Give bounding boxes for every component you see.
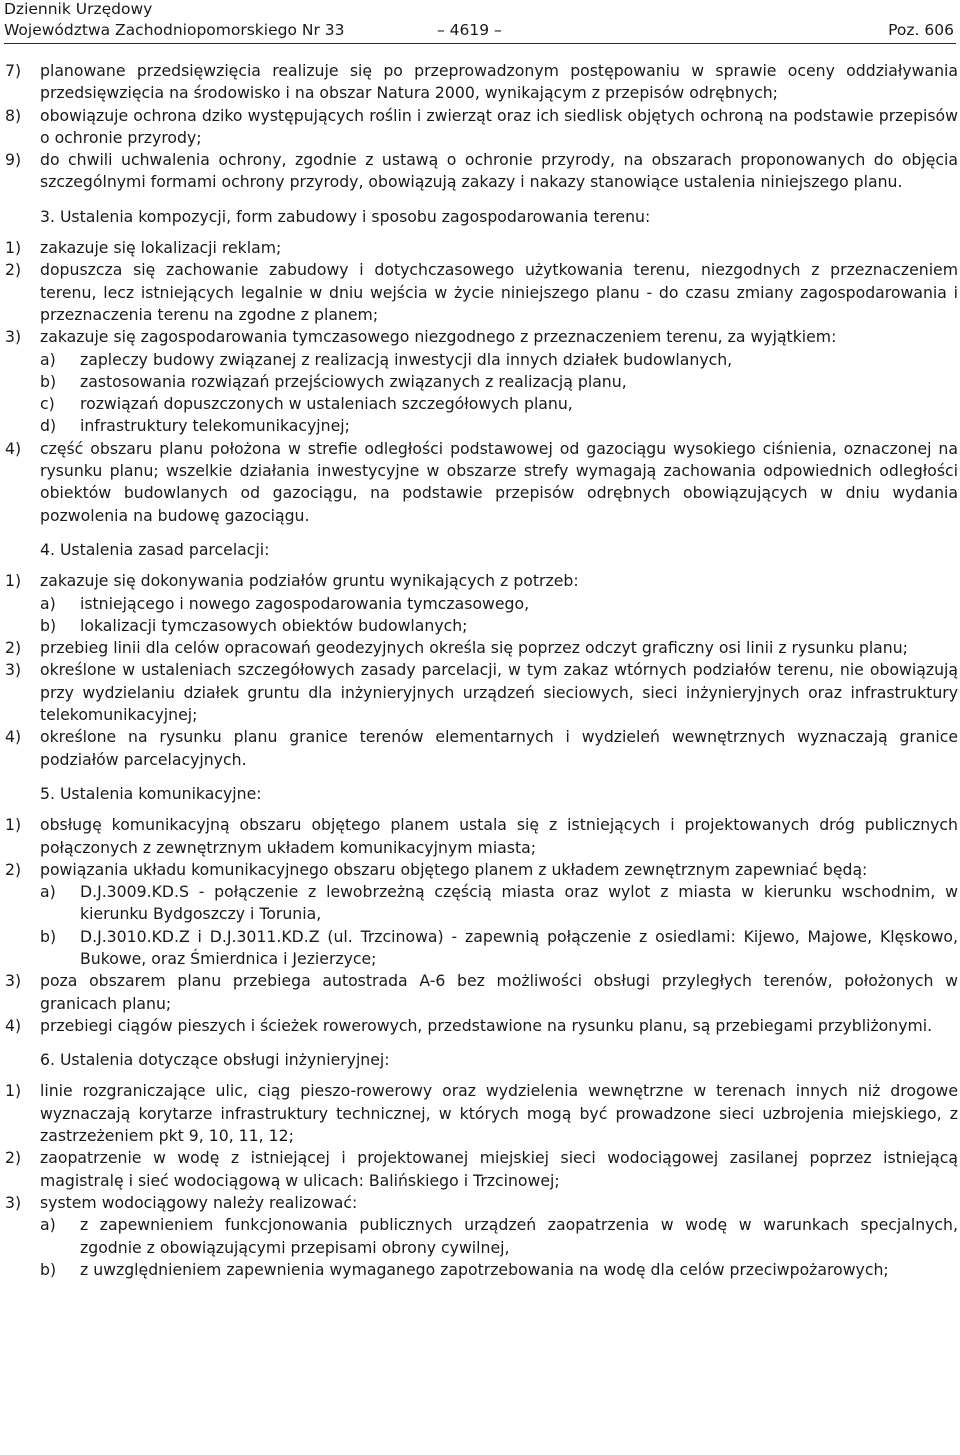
sub-item-letter: b) xyxy=(40,371,57,391)
header-rule xyxy=(4,43,956,44)
item-number: 3) xyxy=(5,971,22,991)
list-top xyxy=(0,60,958,194)
sub-item-letter: c) xyxy=(40,394,55,414)
sub-item xyxy=(0,1214,958,1259)
item-text: linie rozgraniczające ulic, ciąg pieszo-rowerowy oraz wydzielenia wewnętrzne w terenach innych niż drogowe wyznaczają korytarze infrastruktury technicznej, w których mogą być prowadzone sieci uzbrojenia miejskiego, z zastrzeżeniem pkt 9, 10, 11, 12; xyxy=(40,1081,958,1146)
journal-issue: Województwa Zachodniopomorskiego Nr 33 xyxy=(4,21,345,39)
item-text: przebiegi ciągów pieszych i ścieżek rowerowych, przedstawione na rysunku planu, są przebiegami przybliżonymi. xyxy=(40,1015,933,1035)
item-text: przebieg linii dla celów opracowań geodezyjnych określa się poprzez odczyt graficzny osi linii z rysunku planu; xyxy=(40,638,908,658)
item-number: 2) xyxy=(5,1148,22,1168)
sub-item-letter: a) xyxy=(40,349,56,369)
item-text: obsługę komunikacyjną obszaru objętego planem ustala się z istniejących i projektowanych dróg publicznych połączonych z zewnętrznym układem komunikacyjnym miasta; xyxy=(40,815,958,857)
list-item xyxy=(0,259,958,326)
item-number: 7) xyxy=(5,61,22,80)
sub-item-text: D.J.3009.KD.S - połączenie z lewobrzeżną częścią miasta oraz wylot z miasta w kierunku wschodnim, w kierunku Bydgoszczy i Torunia, xyxy=(80,882,958,924)
list-item xyxy=(0,105,958,150)
item-text: zakazuje się dokonywania podziałów gruntu wynikających z potrzeb: xyxy=(40,571,579,591)
item-text: poza obszarem planu przebiega autostrada A-6 bez możliwości obsługi przyległych terenów, położonych w granicach planu; xyxy=(40,971,958,1013)
sub-item-letter: b) xyxy=(40,615,57,635)
item-text: powiązania układu komunikacyjnego obszaru objętego planem z układem zewnętrznym zapewniać będą: xyxy=(40,859,868,879)
section-3-heading: 3. Ustalenia kompozycji, form zabudowy i sposobu zagospodarowania terenu: xyxy=(40,206,651,226)
sub-item-text: infrastruktury telekomunikacyjnej; xyxy=(80,416,350,436)
list-item xyxy=(0,237,958,259)
sub-item-text: rozwiązań dopuszczonych w ustaleniach szczegółowych planu, xyxy=(80,394,573,414)
item-text: zakazuje się zagospodarowania tymczasowego niezgodnego z przeznaczeniem terenu, za wyjątkiem: xyxy=(40,327,837,347)
sub-item-text: zastosowania rozwiązań przejściowych związanych z realizacją planu, xyxy=(80,371,627,391)
list-item xyxy=(0,814,958,859)
item-text: określone w ustaleniach szczegółowych zasady parcelacji, w tym zakaz wtórnych podziałów terenu, nie obowiązują przy wydzielaniu działek gruntu dla inżynieryjnych urządzeń sieciowych, sieci inżynieryjnych oraz infrastruktury telekomunikacyjnej; xyxy=(40,660,958,725)
item-number: 1) xyxy=(5,571,22,591)
sub-item-letter: a) xyxy=(40,593,56,613)
document-body xyxy=(0,60,958,1281)
item-number: 4) xyxy=(5,1015,22,1035)
list-item xyxy=(0,1015,958,1037)
list-item xyxy=(0,1080,958,1147)
list-item xyxy=(0,859,958,881)
sub-item xyxy=(0,881,958,926)
list-item xyxy=(0,326,958,348)
sub-item-text: zapleczy budowy związanej z realizacją inwestycji dla innych działek budowlanych, xyxy=(80,349,733,369)
item-text: obowiązuje ochrona dziko występujących roślin i zwierząt oraz ich siedlisk objętych ochroną na podstawie przepisów o ochronie przyrody; xyxy=(40,105,958,147)
sub-item-letter: a) xyxy=(40,1215,56,1235)
sub-item xyxy=(0,926,958,971)
item-text: zaopatrzenie w wodę z istniejącej i projektowanej miejskiej sieci wodociągowej zasilanej poprzez istniejącą magistralę i sieć wodociągową w ulicach: Balińskiego i Trzcinowej; xyxy=(40,1148,958,1190)
section-5-list xyxy=(0,814,958,1037)
section-6-heading: 6. Ustalenia dotyczące obsługi inżynieryjnej: xyxy=(40,1050,390,1070)
list-item xyxy=(0,60,958,105)
sub-item-letter: a) xyxy=(40,882,56,902)
sub-item-letter: d) xyxy=(40,416,57,436)
sub-item xyxy=(0,415,958,437)
item-text: planowane przedsięwzięcia realizuje się po przeprowadzonym postępowaniu w sprawie oceny oddziaływania przedsięwzięcia na środowisko i na obszar Natura 2000, wynikającym z przepisów odrębnych; xyxy=(40,61,958,103)
sub-item xyxy=(0,393,958,415)
sub-item-text: z zapewnieniem funkcjonowania publicznych urządzeń zaopatrzenia w wodę w warunkach specjalnych, zgodnie z obowiązującymi przepisami obrony cywilnej, xyxy=(80,1215,958,1257)
list-item xyxy=(0,659,958,726)
list-item xyxy=(0,637,958,659)
item-text: określone na rysunku planu granice terenów elementarnych i wydzieleń wewnętrznych wyznaczają granice podziałów parcelacyjnych. xyxy=(40,727,958,769)
item-text: system wodociągowy należy realizować: xyxy=(40,1192,358,1212)
list-item xyxy=(0,726,958,771)
item-number: 8) xyxy=(5,105,22,125)
sub-item xyxy=(0,1259,958,1281)
sub-item xyxy=(0,349,958,371)
section-6-list xyxy=(0,1080,958,1281)
item-number: 2) xyxy=(5,859,22,879)
item-text: część obszaru planu położona w strefie odległości podstawowej od gazociągu wysokiego ciśnienia, oznaczonej na rysunku planu; wszelkie działania inwestycyjne w obszarze strefy wymagają zachowania odpowiednich odległości obiektów budowlanych od gazociągu, na podstawie przepisów odrębnych obowiązujących w dniu wydania pozwolenia na budowę gazociągu. xyxy=(40,438,958,525)
section-4-list xyxy=(0,570,958,771)
sub-item-text: D.J.3010.KD.Z i D.J.3011.KD.Z (ul. Trzcinowa) - zapewnią połączenie z osiedlami: Kijewo, Majowe, Klęskowo, Bukowe, oraz Śmierdnica i Jezierzyce; xyxy=(80,926,958,968)
section-3-list xyxy=(0,237,958,527)
item-number: 2) xyxy=(5,638,22,658)
list-item xyxy=(0,1192,958,1214)
list-item xyxy=(0,570,958,592)
list-item xyxy=(0,149,958,194)
sub-item xyxy=(0,371,958,393)
sub-item-text: z uwzględnieniem zapewnienia wymaganego zapotrzebowania na wodę dla celów przeciwpożarowych; xyxy=(80,1259,889,1279)
item-number: 3) xyxy=(5,327,22,347)
sub-item-text: istniejącego i nowego zagospodarowania tymczasowego, xyxy=(80,593,530,613)
item-number: 1) xyxy=(5,1081,22,1101)
sub-item-text: lokalizacji tymczasowych obiektów budowlanych; xyxy=(80,615,468,635)
sub-item xyxy=(0,593,958,615)
item-text: dopuszcza się zachowanie zabudowy i dotychczasowego użytkowania terenu, niezgodnych z przeznaczeniem terenu, lecz istniejących legalnie w dniu wejścia w życie niniejszego planu - do czasu zmiany zagospodarowania i przeznaczenia terenu na zgodne z planem; xyxy=(40,260,958,324)
item-number: 3) xyxy=(5,1192,22,1212)
page-number: – 4619 – xyxy=(437,21,502,39)
item-number: 2) xyxy=(5,260,22,280)
sub-item-letter: b) xyxy=(40,1259,57,1279)
page-header xyxy=(4,0,956,44)
position-number: Poz. 606 xyxy=(888,21,954,39)
item-number: 3) xyxy=(5,660,22,680)
section-5-heading: 5. Ustalenia komunikacyjne: xyxy=(40,783,262,803)
item-number: 4) xyxy=(5,727,22,747)
item-number: 9) xyxy=(5,150,22,170)
item-text: zakazuje się lokalizacji reklam; xyxy=(40,238,282,258)
list-item xyxy=(0,1147,958,1192)
list-item xyxy=(0,970,958,1015)
sub-item-letter: b) xyxy=(40,926,57,946)
sub-item xyxy=(0,615,958,637)
section-4-heading: 4. Ustalenia zasad parcelacji: xyxy=(40,539,270,559)
item-number: 1) xyxy=(5,238,22,258)
item-number: 4) xyxy=(5,438,22,458)
item-number: 1) xyxy=(5,815,22,835)
journal-title: Dziennik Urzędowy xyxy=(4,0,153,18)
item-text: do chwili uchwalenia ochrony, zgodnie z ustawą o ochronie przyrody, na obszarach proponowanych do objęcia szczególnymi formami ochrony przyrody, obowiązują zakazy i nakazy stanowiące ustalenia niniejszego planu. xyxy=(40,150,958,192)
list-item xyxy=(0,438,958,527)
